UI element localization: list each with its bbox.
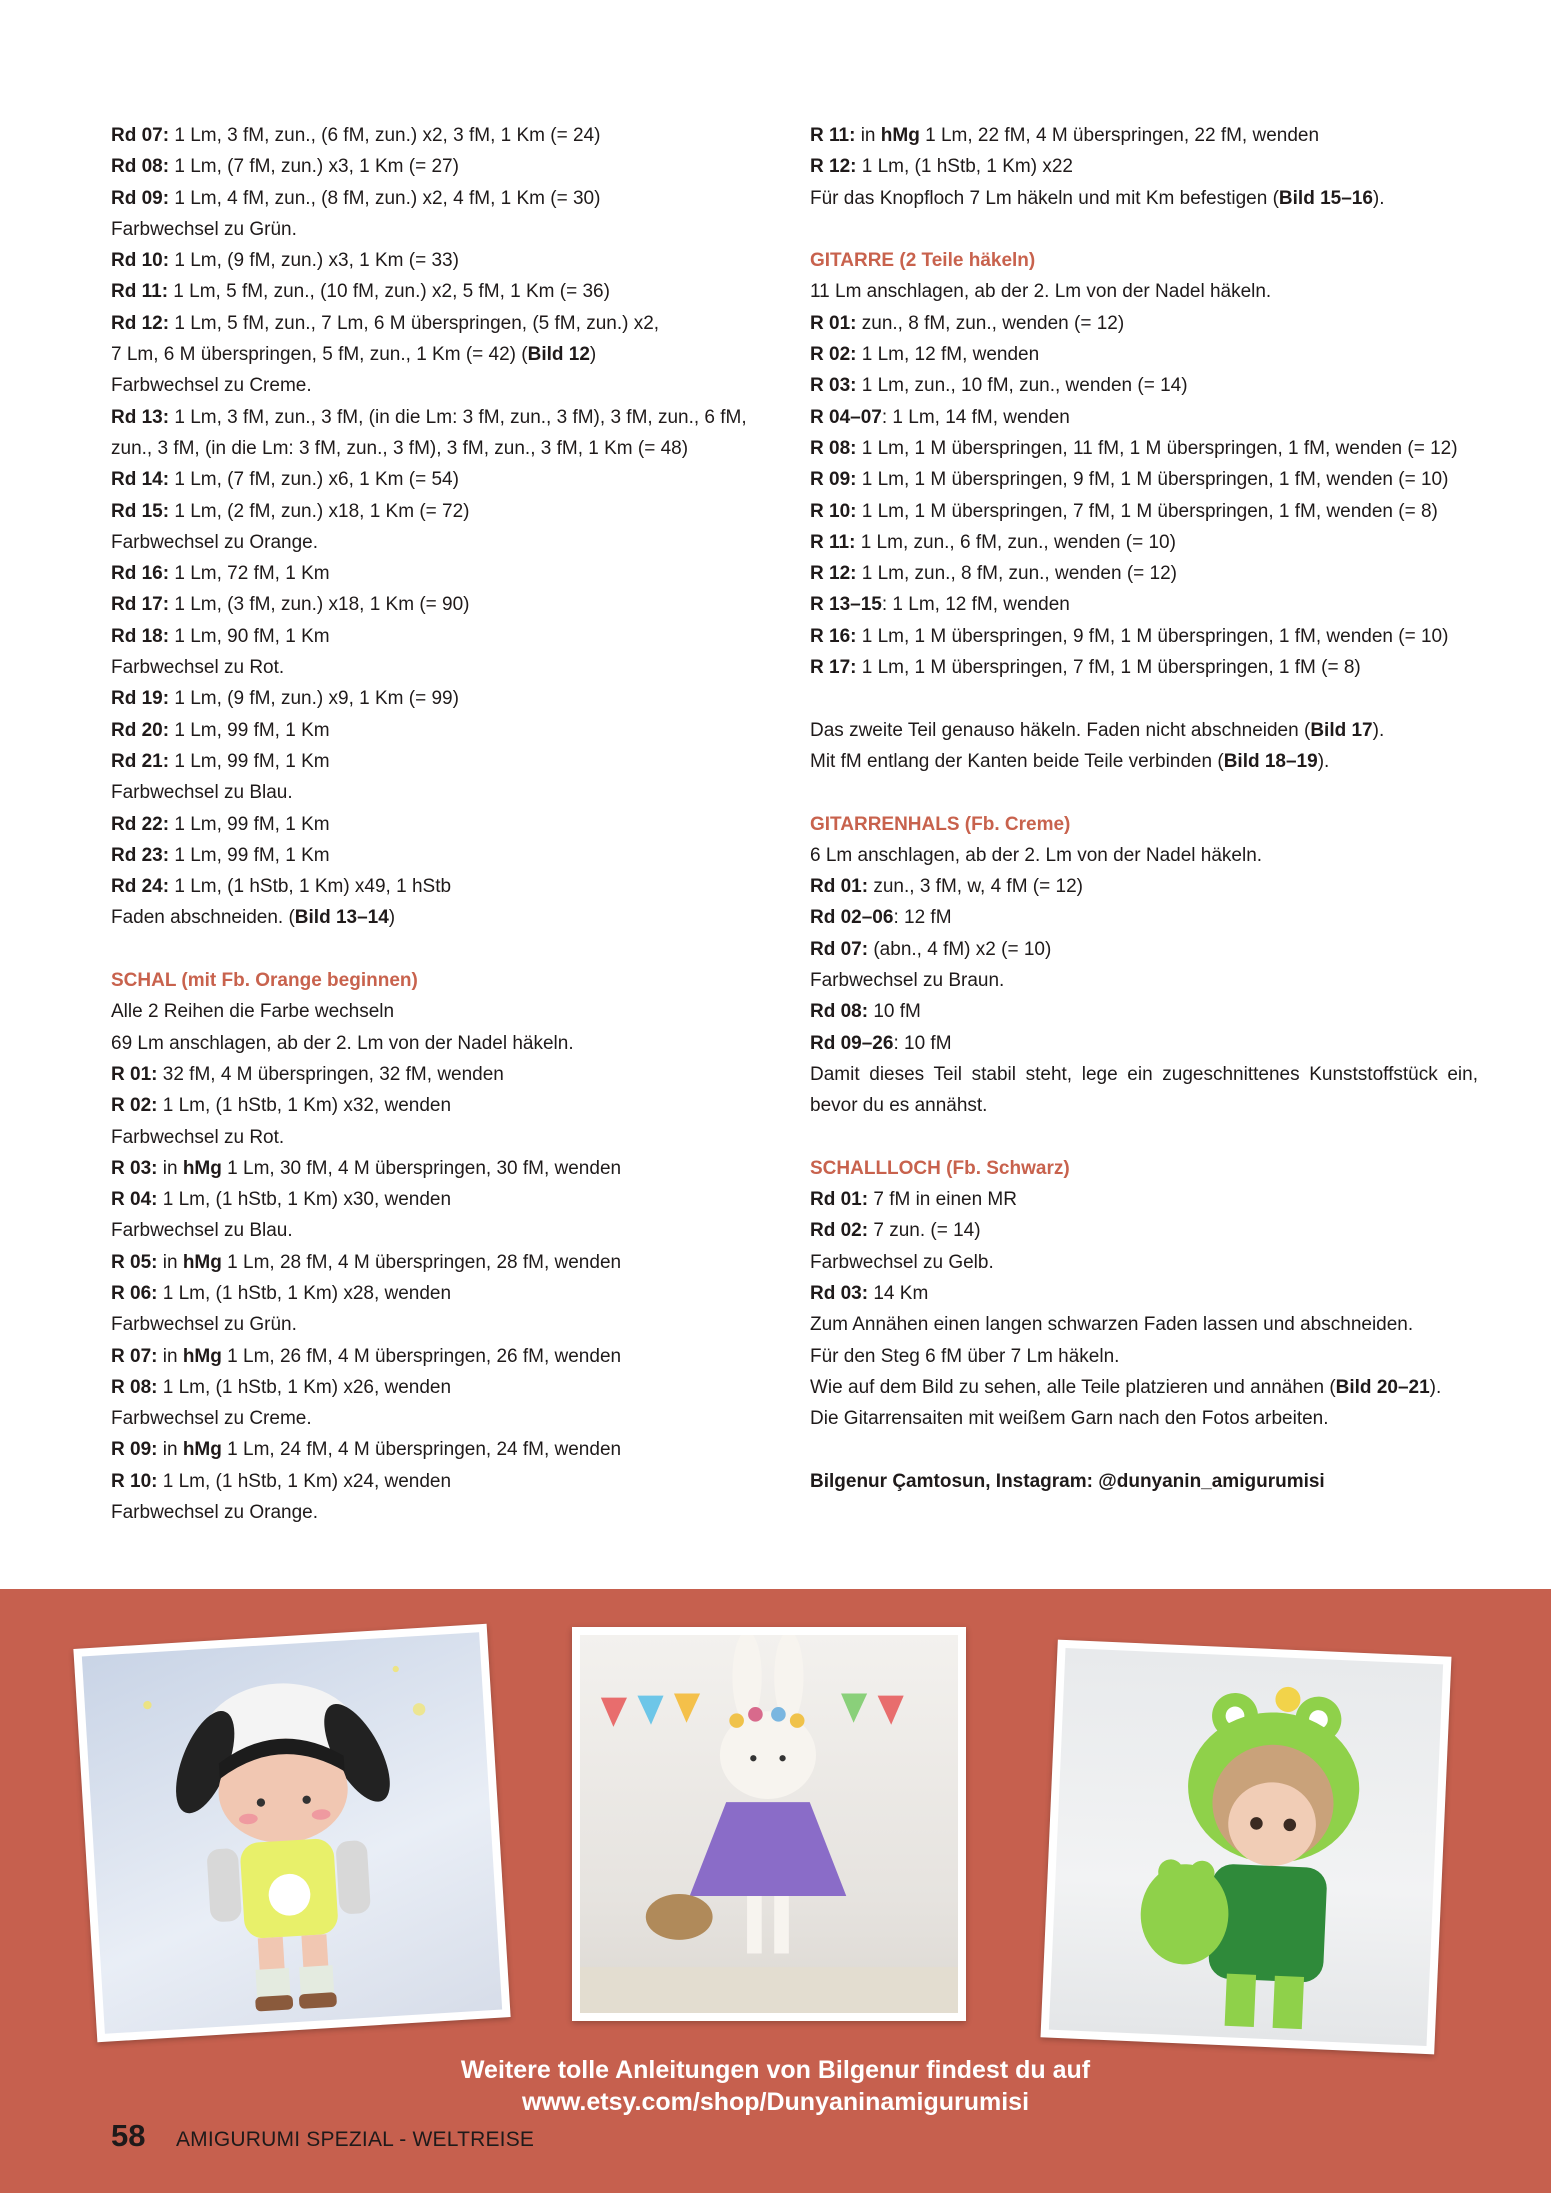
instruction-note bbox=[810, 276, 1478, 307]
instruction-row bbox=[111, 245, 779, 276]
row-label: R 11: bbox=[810, 531, 856, 553]
row-emphasis: hMg bbox=[880, 125, 920, 146]
row-text: : 1 Lm, 14 fM, wenden bbox=[881, 406, 1070, 428]
instruction-note bbox=[810, 1372, 1478, 1403]
row-text: 69 Lm anschlagen, ab der 2. Lm von der Nadel häkeln. bbox=[111, 1032, 574, 1054]
instruction-note bbox=[810, 840, 1478, 871]
instruction-row bbox=[111, 464, 779, 495]
instruction-row bbox=[111, 621, 779, 652]
row-label: Rd 24: bbox=[111, 876, 170, 898]
row-label: Rd 17: bbox=[111, 594, 170, 616]
row-text: 1 Lm, 72 fM, 1 Km bbox=[169, 563, 330, 585]
row-label: Rd 22: bbox=[111, 813, 170, 835]
row-text: 14 Km bbox=[868, 1282, 929, 1304]
row-emphasis: hMg bbox=[182, 1157, 222, 1179]
row-label: Rd 07: bbox=[111, 125, 170, 146]
row-text: 7 fM in einen MR bbox=[868, 1189, 1017, 1211]
row-label: R 10: bbox=[810, 500, 857, 522]
instruction-row bbox=[810, 120, 1478, 151]
author-credit: Bilgenur Çamtosun, Instagram: @dunyanin_amigurumisi bbox=[810, 1470, 1325, 1492]
row-text: 1 Lm, 22 fM, 4 M überspringen, 22 fM, wenden bbox=[919, 125, 1320, 146]
row-label: R 13–15 bbox=[810, 594, 882, 616]
row-prefix: in bbox=[157, 1439, 183, 1461]
row-text: 1 Lm, 90 fM, 1 Km bbox=[169, 625, 330, 647]
row-text: 1 Lm, (3 fM, zun.) x18, 1 Km (= 90) bbox=[169, 594, 470, 616]
row-label: Rd 13: bbox=[111, 406, 170, 428]
row-text: 1 Lm, 1 M überspringen, 9 fM, 1 M überspringen, 1 fM, wenden (= 10) bbox=[856, 625, 1449, 647]
row-label: Rd 23: bbox=[111, 844, 170, 866]
spacer bbox=[810, 1434, 1478, 1465]
instruction-row bbox=[111, 120, 779, 151]
page-number: 58 bbox=[111, 2118, 146, 2153]
row-text: 1 Lm, 24 fM, 4 M überspringen, 24 fM, wenden bbox=[221, 1439, 622, 1461]
instruction-row bbox=[810, 464, 1478, 495]
row-text: 1 Lm, 99 fM, 1 Km bbox=[169, 750, 330, 772]
row-label: R 09: bbox=[111, 1439, 158, 1461]
row-suffix: ) bbox=[589, 344, 597, 366]
instruction-row bbox=[111, 683, 779, 714]
row-text: 1 Lm, 1 M überspringen, 7 fM, 1 M überspringen, 1 fM (= 8) bbox=[856, 657, 1361, 679]
row-label: R 01: bbox=[111, 1063, 158, 1085]
photo-frog-doll bbox=[1041, 1640, 1452, 2055]
instruction-row bbox=[810, 1028, 1478, 1059]
row-text: 1 Lm, zun., 10 fM, zun., wenden (= 14) bbox=[856, 375, 1188, 397]
row-prefix: in bbox=[157, 1345, 183, 1367]
instruction-row bbox=[810, 1184, 1478, 1215]
instruction-row bbox=[111, 1434, 779, 1465]
section-heading: SCHAL (mit Fb. Orange beginnen) bbox=[111, 970, 418, 992]
row-text: 1 Lm, (7 fM, zun.) x3, 1 Km (= 27) bbox=[169, 156, 459, 178]
row-text: Für das Knopfloch 7 Lm häkeln und mit Km befestigen ( bbox=[810, 187, 1279, 209]
row-label: R 09: bbox=[810, 469, 857, 491]
row-label: Rd 08: bbox=[810, 1001, 869, 1023]
row-text: 1 Lm, 3 fM, zun., (6 fM, zun.) x2, 3 fM, 1 Km (= 24) bbox=[169, 125, 601, 146]
row-label: Rd 01: bbox=[810, 876, 869, 898]
row-text: 1 Lm, 30 fM, 4 M überspringen, 30 fM, wenden bbox=[221, 1157, 622, 1179]
row-label: Rd 03: bbox=[810, 1282, 869, 1304]
spacer bbox=[810, 214, 1478, 245]
instruction-row bbox=[810, 621, 1478, 652]
row-text: Die Gitarrensaiten mit weißem Garn nach den Fotos arbeiten. bbox=[810, 1408, 1329, 1430]
row-label: Rd 14: bbox=[111, 469, 170, 491]
instruction-row bbox=[810, 496, 1478, 527]
row-label: Rd 02–06 bbox=[810, 907, 894, 929]
row-text: (abn., 4 fM) x2 (= 10) bbox=[868, 938, 1052, 960]
instruction-row bbox=[810, 902, 1478, 933]
instruction-row bbox=[111, 1278, 779, 1309]
row-text: 11 Lm anschlagen, ab der 2. Lm von der Nadel häkeln. bbox=[810, 281, 1272, 303]
promo-text bbox=[0, 2054, 1551, 2118]
image-reference: Bild 20–21 bbox=[1335, 1376, 1430, 1398]
row-text: Mit fM entlang der Kanten beide Teile verbinden ( bbox=[810, 750, 1224, 772]
row-text: Das zweite Teil genauso häkeln. Faden nicht abschneiden ( bbox=[810, 719, 1311, 741]
photo-doll-dog-hat-image bbox=[82, 1632, 502, 2034]
instruction-note bbox=[111, 777, 779, 808]
photo-frog-doll-image bbox=[1049, 1648, 1443, 2046]
row-label: Rd 11: bbox=[111, 281, 169, 303]
row-suffix: ). bbox=[1372, 187, 1385, 209]
instruction-note bbox=[810, 1403, 1478, 1434]
row-text: 1 Lm, 1 M überspringen, 11 fM, 1 M überspringen, 1 fM, wenden (= 12) bbox=[856, 437, 1458, 459]
row-label: Rd 19: bbox=[111, 688, 170, 710]
instruction-note bbox=[111, 1122, 779, 1153]
instruction-row bbox=[111, 276, 779, 307]
instruction-row bbox=[111, 809, 779, 840]
spacer bbox=[810, 683, 1478, 714]
row-label: R 08: bbox=[810, 437, 857, 459]
instruction-note bbox=[810, 1341, 1478, 1372]
row-text: zun., 8 fM, zun., wenden (= 12) bbox=[856, 312, 1125, 334]
row-text: Faden abschneiden. ( bbox=[111, 907, 295, 929]
row-label: R 17: bbox=[810, 657, 857, 679]
frog-doll-illustration-icon bbox=[1049, 1648, 1443, 2046]
instruction-row bbox=[810, 308, 1478, 339]
instruction-row bbox=[111, 589, 779, 620]
instruction-note bbox=[111, 339, 779, 370]
instruction-note bbox=[111, 1028, 779, 1059]
row-label: R 04: bbox=[111, 1189, 158, 1211]
bunny-illustration-icon bbox=[580, 1635, 958, 2013]
row-label: Rd 08: bbox=[111, 156, 170, 178]
instruction-row bbox=[111, 1090, 779, 1121]
row-text: 1 Lm, 28 fM, 4 M überspringen, 28 fM, wenden bbox=[221, 1251, 622, 1273]
spacer bbox=[810, 1122, 1478, 1153]
instruction-row bbox=[111, 402, 779, 433]
instruction-row bbox=[810, 1278, 1478, 1309]
magazine-title: AMIGURUMI SPEZIAL - WELTREISE bbox=[175, 2128, 535, 2151]
row-text: Zum Annähen einen langen schwarzen Faden lassen und abschneiden. bbox=[810, 1314, 1414, 1336]
row-label: Rd 07: bbox=[810, 938, 869, 960]
row-label: R 12: bbox=[810, 156, 857, 178]
instruction-row bbox=[111, 183, 779, 214]
row-text: Alle 2 Reihen die Farbe wechseln bbox=[111, 1001, 395, 1023]
row-text: Farbwechsel zu Creme. bbox=[111, 375, 312, 397]
row-label: Rd 20: bbox=[111, 719, 170, 741]
row-text: Damit dieses Teil stabil steht, lege ein zugeschnittenes Kunststoffstück ein, bevor du es annähst. bbox=[810, 1063, 1478, 1117]
instruction-row bbox=[810, 589, 1478, 620]
instruction-row bbox=[111, 715, 779, 746]
instruction-note bbox=[810, 746, 1478, 777]
row-text: 1 Lm, 4 fM, zun., (8 fM, zun.) x2, 4 fM, 1 Km (= 30) bbox=[169, 187, 601, 209]
row-emphasis: hMg bbox=[182, 1345, 222, 1367]
instruction-row bbox=[810, 527, 1478, 558]
instruction-row bbox=[111, 496, 779, 527]
instruction-row bbox=[810, 402, 1478, 433]
row-label: R 10: bbox=[111, 1470, 158, 1492]
instruction-row bbox=[111, 1341, 779, 1372]
instruction-row bbox=[810, 871, 1478, 902]
row-text: 1 Lm, (1 hStb, 1 Km) x26, wenden bbox=[157, 1376, 452, 1398]
row-label: R 01: bbox=[810, 312, 857, 334]
instruction-row bbox=[810, 934, 1478, 965]
photo-doll-dog-hat bbox=[73, 1624, 510, 2043]
row-suffix: ). bbox=[1372, 719, 1385, 741]
row-text: 1 Lm, 5 fM, zun., 7 Lm, 6 M überspringen, (5 fM, zun.) x2, bbox=[169, 312, 660, 334]
instruction-row bbox=[111, 871, 779, 902]
instruction-row bbox=[111, 1372, 779, 1403]
row-text: Farbwechsel zu Rot. bbox=[111, 1126, 285, 1148]
row-text: : 10 fM bbox=[893, 1032, 952, 1054]
row-label: Rd 09–26 bbox=[810, 1032, 894, 1054]
instruction-note bbox=[111, 433, 779, 464]
row-text: 1 Lm, 1 M überspringen, 9 fM, 1 M überspringen, 1 fM, wenden (= 10) bbox=[856, 469, 1449, 491]
row-suffix: ). bbox=[1429, 1376, 1442, 1398]
section-heading: GITARRE (2 Teile häkeln) bbox=[810, 250, 1036, 272]
instruction-note bbox=[111, 1215, 779, 1246]
row-text: Farbwechsel zu Blau. bbox=[111, 1220, 293, 1242]
instruction-row bbox=[810, 339, 1478, 370]
instruction-row bbox=[111, 746, 779, 777]
row-text: 1 Lm, (9 fM, zun.) x9, 1 Km (= 99) bbox=[169, 688, 459, 710]
page-footer bbox=[111, 2118, 534, 2154]
row-suffix: ). bbox=[1317, 750, 1330, 772]
row-text: 1 Lm, 1 M überspringen, 7 fM, 1 M überspringen, 1 fM, wenden (= 8) bbox=[856, 500, 1438, 522]
row-text: 32 fM, 4 M überspringen, 32 fM, wenden bbox=[157, 1063, 504, 1085]
instruction-row bbox=[111, 1153, 779, 1184]
row-text: 1 Lm, (1 hStb, 1 Km) x22 bbox=[856, 156, 1073, 178]
instruction-note bbox=[810, 1059, 1478, 1122]
section-heading: SCHALLLOCH (Fb. Schwarz) bbox=[810, 1157, 1070, 1179]
row-label: Rd 09: bbox=[111, 187, 170, 209]
row-text: 1 Lm, 99 fM, 1 Km bbox=[169, 719, 330, 741]
image-reference: Bild 13–14 bbox=[294, 907, 389, 929]
row-label: Rd 12: bbox=[111, 312, 170, 334]
row-prefix: in bbox=[157, 1157, 183, 1179]
row-label: R 03: bbox=[810, 375, 857, 397]
instruction-row bbox=[810, 433, 1478, 464]
instruction-row bbox=[810, 558, 1478, 589]
instruction-row bbox=[810, 151, 1478, 182]
row-text: 1 Lm, (7 fM, zun.) x6, 1 Km (= 54) bbox=[169, 469, 459, 491]
instruction-note bbox=[111, 527, 779, 558]
row-text: Farbwechsel zu Braun. bbox=[810, 970, 1005, 992]
instruction-note bbox=[810, 1247, 1478, 1278]
instruction-note bbox=[111, 214, 779, 245]
row-label: R 04–07 bbox=[810, 406, 882, 428]
instruction-note bbox=[111, 1403, 779, 1434]
image-reference: Bild 15–16 bbox=[1278, 187, 1373, 209]
promo-line-2: www.etsy.com/shop/Dunyaninamigurumisi bbox=[521, 2088, 1030, 2116]
photo-bunny-doll bbox=[572, 1627, 966, 2021]
instruction-row bbox=[111, 840, 779, 871]
row-prefix: in bbox=[157, 1251, 183, 1273]
instruction-row bbox=[810, 370, 1478, 401]
instruction-note bbox=[111, 902, 779, 933]
instruction-row bbox=[111, 308, 779, 339]
row-text: 1 Lm, 12 fM, wenden bbox=[856, 344, 1040, 366]
row-text: 10 fM bbox=[868, 1001, 921, 1023]
instruction-note bbox=[111, 996, 779, 1027]
promo-line-1: Weitere tolle Anleitungen von Bilgenur findest du auf bbox=[460, 2056, 1091, 2084]
instruction-row bbox=[111, 1184, 779, 1215]
row-label: Rd 02: bbox=[810, 1220, 869, 1242]
row-text: 6 Lm anschlagen, ab der 2. Lm von der Nadel häkeln. bbox=[810, 844, 1263, 866]
row-label: R 07: bbox=[111, 1345, 158, 1367]
row-label: R 12: bbox=[810, 563, 857, 585]
row-label: R 16: bbox=[810, 625, 857, 647]
instruction-row bbox=[111, 1466, 779, 1497]
row-text: 1 Lm, 5 fM, zun., (10 fM, zun.) x2, 5 fM, 1 Km (= 36) bbox=[168, 281, 610, 303]
row-text: Farbwechsel zu Gelb. bbox=[810, 1251, 994, 1273]
spacer bbox=[111, 934, 779, 965]
row-text: Farbwechsel zu Orange. bbox=[111, 531, 318, 553]
instruction-row bbox=[810, 652, 1478, 683]
row-label: Rd 10: bbox=[111, 250, 170, 272]
row-label: R 05: bbox=[111, 1251, 158, 1273]
row-text: : 12 fM bbox=[893, 907, 952, 929]
instruction-note bbox=[111, 1309, 779, 1340]
row-text: Farbwechsel zu Grün. bbox=[111, 218, 297, 240]
row-text: 1 Lm, zun., 6 fM, zun., wenden (= 10) bbox=[855, 531, 1176, 553]
row-label: Rd 01: bbox=[810, 1189, 869, 1211]
row-label: Rd 18: bbox=[111, 625, 170, 647]
row-label: Rd 16: bbox=[111, 563, 170, 585]
image-reference: Bild 17 bbox=[1310, 719, 1373, 741]
instruction-row bbox=[111, 1059, 779, 1090]
row-text: Für den Steg 6 fM über 7 Lm häkeln. bbox=[810, 1345, 1120, 1367]
row-suffix: ) bbox=[388, 907, 396, 929]
row-text: 1 Lm, (1 hStb, 1 Km) x30, wenden bbox=[157, 1189, 452, 1211]
instruction-row bbox=[111, 558, 779, 589]
instruction-note bbox=[810, 1309, 1478, 1340]
row-text: 1 Lm, (1 hStb, 1 Km) x24, wenden bbox=[157, 1470, 452, 1492]
row-prefix: in bbox=[855, 125, 881, 146]
row-label: R 03: bbox=[111, 1157, 158, 1179]
instruction-row bbox=[810, 996, 1478, 1027]
row-text: 1 Lm, zun., 8 fM, zun., wenden (= 12) bbox=[856, 563, 1177, 585]
left-column bbox=[111, 120, 779, 1528]
spacer bbox=[810, 777, 1478, 808]
row-text: 1 Lm, 99 fM, 1 Km bbox=[169, 813, 330, 835]
row-text: Farbwechsel zu Creme. bbox=[111, 1408, 312, 1430]
instruction-row bbox=[111, 1247, 779, 1278]
row-label: R 02: bbox=[810, 344, 857, 366]
row-label: R 02: bbox=[111, 1095, 158, 1117]
row-text: Farbwechsel zu Rot. bbox=[111, 657, 285, 679]
row-text: Farbwechsel zu Blau. bbox=[111, 782, 293, 804]
row-text: zun., 3 fM, (in die Lm: 3 fM, zun., 3 fM), 3 fM, zun., 3 fM, 1 Km (= 48) bbox=[111, 437, 689, 459]
row-text: 1 Lm, 3 fM, zun., 3 fM, (in die Lm: 3 fM, zun., 3 fM), 3 fM, zun., 6 fM, bbox=[169, 406, 747, 428]
row-emphasis: hMg bbox=[182, 1251, 222, 1273]
image-reference: Bild 12 bbox=[527, 344, 590, 366]
row-text: 1 Lm, (9 fM, zun.) x3, 1 Km (= 33) bbox=[169, 250, 459, 272]
image-reference: Bild 18–19 bbox=[1223, 750, 1318, 772]
row-label: R 06: bbox=[111, 1282, 158, 1304]
row-label: Rd 15: bbox=[111, 500, 170, 522]
row-text: Farbwechsel zu Orange. bbox=[111, 1502, 318, 1524]
instruction-note bbox=[810, 715, 1478, 746]
row-text: 1 Lm, (1 hStb, 1 Km) x32, wenden bbox=[157, 1095, 452, 1117]
row-text: 1 Lm, (1 hStb, 1 Km) x49, 1 hStb bbox=[169, 876, 452, 898]
instruction-note bbox=[111, 370, 779, 401]
row-label: R 08: bbox=[111, 1376, 158, 1398]
row-text: Wie auf dem Bild zu sehen, alle Teile platzieren und annähen ( bbox=[810, 1376, 1336, 1398]
section-heading: GITARRENHALS (Fb. Creme) bbox=[810, 813, 1071, 835]
instruction-note bbox=[111, 652, 779, 683]
row-text: : 1 Lm, 12 fM, wenden bbox=[881, 594, 1070, 616]
row-label: Rd 21: bbox=[111, 750, 170, 772]
right-column bbox=[810, 120, 1478, 1497]
row-text: 1 Lm, 99 fM, 1 Km bbox=[169, 844, 330, 866]
row-emphasis: hMg bbox=[182, 1439, 222, 1461]
row-text: 7 zun. (= 14) bbox=[868, 1220, 981, 1242]
row-text: 1 Lm, 26 fM, 4 M überspringen, 26 fM, wenden bbox=[221, 1345, 622, 1367]
instruction-note bbox=[111, 1497, 779, 1528]
row-text: 7 Lm, 6 M überspringen, 5 fM, zun., 1 Km (= 42) ( bbox=[111, 344, 528, 366]
row-text: 1 Lm, (1 hStb, 1 Km) x28, wenden bbox=[157, 1282, 452, 1304]
row-text: Farbwechsel zu Grün. bbox=[111, 1314, 297, 1336]
instruction-row bbox=[810, 1215, 1478, 1246]
row-text: zun., 3 fM, w, 4 fM (= 12) bbox=[868, 876, 1083, 898]
instruction-row bbox=[111, 151, 779, 182]
row-label: R 11: bbox=[810, 125, 856, 146]
row-text: 1 Lm, (2 fM, zun.) x18, 1 Km (= 72) bbox=[169, 500, 470, 522]
instruction-note bbox=[810, 965, 1478, 996]
photo-bunny-doll-image bbox=[580, 1635, 958, 2013]
instruction-note bbox=[810, 183, 1478, 214]
doll-illustration-icon bbox=[82, 1632, 502, 2034]
